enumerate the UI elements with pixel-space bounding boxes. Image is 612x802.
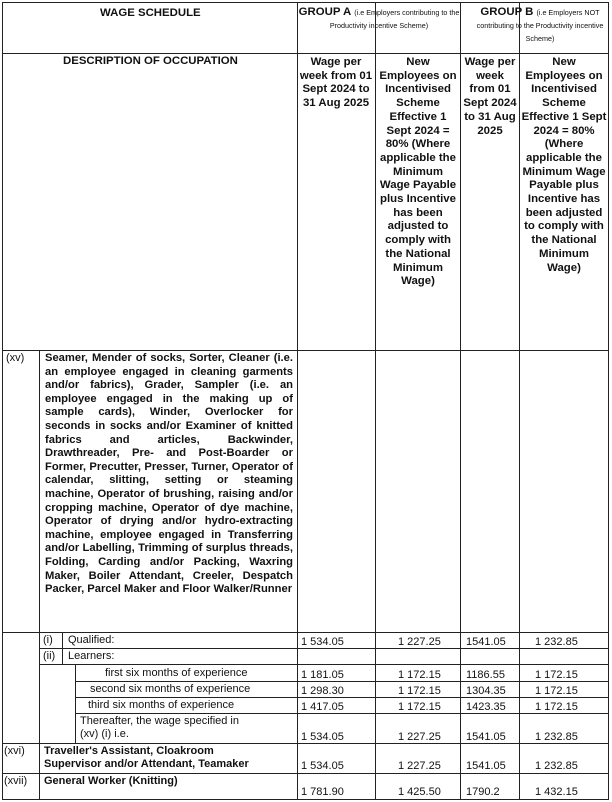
group-b-note: (i.e Employers NOT contributing to the Productivity incentive Scheme) <box>476 8 604 43</box>
row-label-thereafter-line-1: Thereafter, the wage specified in <box>80 715 239 727</box>
thereafter-group-a-wage: 1 534.05 <box>301 731 344 743</box>
xvii-group-a-new: 1 425.50 <box>398 786 441 798</box>
xvii-group-b-new: 1 432.15 <box>535 786 578 798</box>
second-group-b-wage: 1304.35 <box>466 685 506 697</box>
second-group-b-new: 1 172.15 <box>535 685 578 697</box>
second-group-a-new: 1 172.15 <box>398 685 441 697</box>
row-divider <box>2 53 609 54</box>
row-number-ii: (ii) <box>43 650 56 662</box>
xvi-group-a-wage: 1 534.05 <box>301 760 344 772</box>
section-number-xvi: (xvi) <box>4 745 25 757</box>
third-group-a-new: 1 172.15 <box>398 701 441 713</box>
group-a-note: (i.e Employers contributing to the Productivity incentive Scheme) <box>329 8 460 30</box>
xvi-group-b-wage: 1541.05 <box>466 760 506 772</box>
table-border-bottom <box>2 799 609 800</box>
column-divider <box>75 664 76 743</box>
third-group-b-wage: 1423.35 <box>466 701 506 713</box>
second-group-a-wage: 1 298.30 <box>301 685 344 697</box>
row-divider <box>2 350 609 351</box>
row-label-learners: Learners: <box>68 650 115 662</box>
xvi-group-a-new: 1 227.25 <box>398 760 441 772</box>
row-label-qualified: Qualified: <box>68 634 115 646</box>
occupation-xvii: General Worker (Knitting) <box>44 775 178 787</box>
first-group-b-wage: 1186.55 <box>466 669 505 681</box>
group-a-header <box>298 6 460 32</box>
row-label-third-six-months: third six months of experience <box>88 699 235 711</box>
row-label-second-six-months: second six months of experience <box>90 683 251 695</box>
group-b-header <box>470 6 610 45</box>
row-divider <box>2 773 609 774</box>
third-group-b-new: 1 172.15 <box>535 701 578 713</box>
first-group-a-wage: 1 181.05 <box>301 669 344 681</box>
column-divider <box>39 350 40 800</box>
occupation-description-xv: Seamer, Mender of socks, Sorter, Cleaner (i.e. an employee engaged in cleaning garments and/or fabrics), Grader, Sampler (i.e. an employee engaged in the making up of sample cards), Winder, Overlocker for seconds in socks and/or Examiner of knitted fabrics and articles, Backwinder, Drawthreader, Pre- and Post-Boarder or Former, Precutter, Presser, Turner, Operator of calendar, slitting, setting or steaming machine, Operator of brushing, raising and/or cropping machine, Operator of dye machine, Operator of drying and/or hydro-extracting machine, employee engaged in Transferring and/or Labelling, Trimming of surplus threads, Folding, Carding and/or Packing, Waxring Maker, Boiler Attendant, Creeler, Despatch Packer, Parcel Maker and Floor Walker/Runner <box>45 352 293 596</box>
section-number-xvii: (xvii) <box>4 775 28 787</box>
group-b-wage-heading: Wage per week from 01 Sept 2024 to 31 Aug 2025 <box>463 56 517 137</box>
description-heading: DESCRIPTION OF OCCUPATION <box>63 55 238 67</box>
xvii-group-a-wage: 1 781.90 <box>301 786 344 798</box>
thereafter-group-a-new: 1 227.25 <box>398 731 441 743</box>
occupation-xvi-line-1: Traveller's Assistant, Cloakroom <box>44 745 214 757</box>
group-a-wage-heading: Wage per week from 01 Sept 2024 to 31 Aug 2025 <box>299 56 373 110</box>
qualified-group-b-new: 1 232.85 <box>535 636 578 648</box>
row-divider <box>2 632 609 633</box>
third-group-a-wage: 1 417.05 <box>301 701 344 713</box>
xvi-group-b-new: 1 232.85 <box>535 760 578 772</box>
group-b-new-employees-heading: New Employees on Incentivised Scheme Effective 1 Sept 2024 = 80% (Where applicable the Minimum Wage Payable plus Incentive has been adjusted to comply with the National Minimum Wage) <box>521 56 607 274</box>
qualified-group-a-new: 1 227.25 <box>398 636 441 648</box>
table-border-left <box>2 2 3 800</box>
schedule-title: WAGE SCHEDULE <box>100 7 201 19</box>
occupation-xvi-line-2: Supervisor and/or Attendant, Teamaker <box>44 758 249 770</box>
group-a-title: GROUP A <box>298 6 352 18</box>
thereafter-group-b-new: 1 232.85 <box>535 731 578 743</box>
group-a-new-employees-heading: New Employees on Incentivised Scheme Effective 1 Sept 2024 = 80% (Where applicable the Minimum Wage Payable plus Incentive has been adjusted to comply with the National Minimum Wage) <box>379 56 457 288</box>
first-group-b-new: 1 172.15 <box>535 669 578 681</box>
qualified-group-b-wage: 1541.05 <box>466 636 506 648</box>
row-label-first-six-months: first six months of experience <box>105 667 248 679</box>
row-divider <box>39 664 609 665</box>
thereafter-group-b-wage: 1541.05 <box>466 731 506 743</box>
first-group-a-new: 1 172.15 <box>398 669 441 681</box>
group-b-title: GROUP B <box>480 6 534 18</box>
table-border-top <box>2 2 609 3</box>
row-number-i: (i) <box>43 634 53 646</box>
xvii-group-b-wage: 1790.2 <box>466 786 500 798</box>
row-label-thereafter-line-2: (xv) (i) i.e. <box>80 728 129 740</box>
qualified-group-a-wage: 1 534.05 <box>301 636 344 648</box>
section-number-xv: (xv) <box>6 352 25 364</box>
